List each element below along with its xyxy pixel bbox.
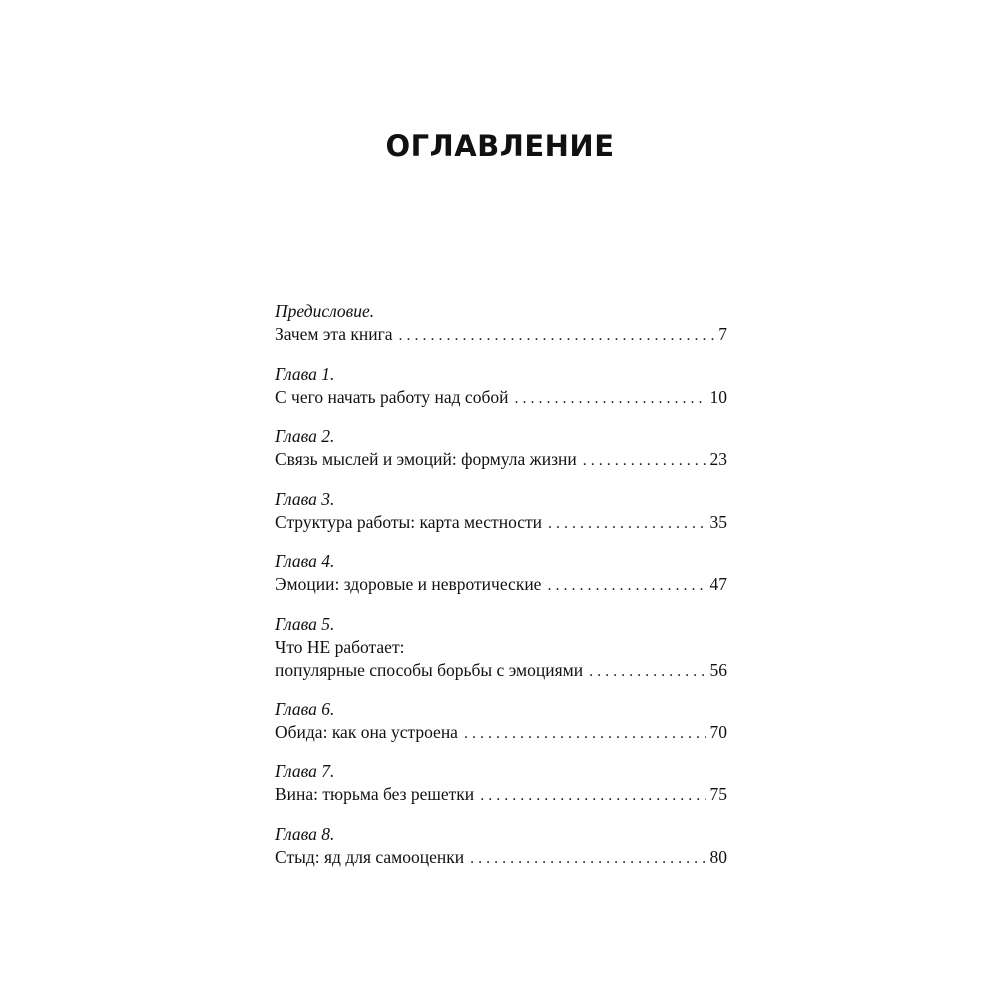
chapter-title: Структура работы: карта местности: [275, 511, 543, 532]
toc-entry-chapter-5: [275, 613, 727, 698]
chapter-title: Связь мыслей и эмоций: формула жизни: [275, 449, 577, 469]
table-of-contents: [275, 300, 727, 885]
dot-leader: [547, 574, 705, 597]
chapter-label: Глава 7.: [275, 761, 335, 781]
dot-leader: [464, 722, 706, 745]
chapter-title: Зачем эта книга: [275, 324, 393, 344]
page-number: 47: [709, 574, 727, 594]
toc-entry-chapter-4: [275, 550, 727, 613]
dot-leader: [548, 512, 705, 535]
chapter-title: С чего начать работу над собой: [275, 386, 509, 407]
chapter-label: Глава 4.: [275, 551, 335, 571]
chapter-title: Вина: тюрьма без решетки: [275, 784, 475, 804]
page-number: 56: [709, 659, 727, 680]
toc-entry-chapter-3: [275, 488, 727, 551]
page-number: 70: [709, 721, 727, 742]
page-number: 75: [709, 784, 727, 804]
page-number: 35: [709, 511, 727, 532]
chapter-label: Глава 1.: [275, 363, 335, 384]
chapter-title: Эмоции: здоровые и невротические: [275, 574, 542, 594]
chapter-title-line-2: популярные способы борьбы с эмоциями: [275, 659, 584, 680]
page-number: 7: [718, 324, 727, 344]
chapter-label: Глава 8.: [275, 823, 335, 844]
chapter-label: Глава 3.: [275, 488, 335, 509]
dot-leader: [514, 387, 705, 410]
page-number: 80: [709, 846, 727, 867]
page-title: ОГЛАВЛЕНИЕ: [385, 129, 615, 163]
toc-entry-chapter-2: [275, 425, 727, 488]
dot-leader: [470, 847, 705, 870]
chapter-title: Стыд: яд для самооценки: [275, 846, 465, 867]
chapter-label: Глава 5.: [275, 613, 335, 634]
chapter-title: Обида: как она устроена: [275, 721, 458, 742]
toc-entry-preface: [275, 300, 727, 363]
toc-entry-chapter-6: [275, 698, 727, 761]
dot-leader: [583, 449, 706, 472]
toc-entry-chapter-7: [275, 760, 727, 823]
toc-entry-chapter-1: [275, 363, 727, 426]
toc-entry-chapter-8: [275, 823, 727, 886]
chapter-label: Глава 2.: [275, 426, 335, 446]
dot-leader: [589, 660, 705, 683]
chapter-label: Предисловие.: [275, 301, 375, 321]
chapter-title-line-1: Что НЕ работает:: [275, 636, 405, 657]
dot-leader: [480, 784, 705, 807]
page-number: 10: [709, 386, 727, 407]
chapter-label: Глава 6.: [275, 698, 335, 719]
dot-leader: [399, 324, 715, 347]
page-number: 23: [709, 449, 727, 469]
